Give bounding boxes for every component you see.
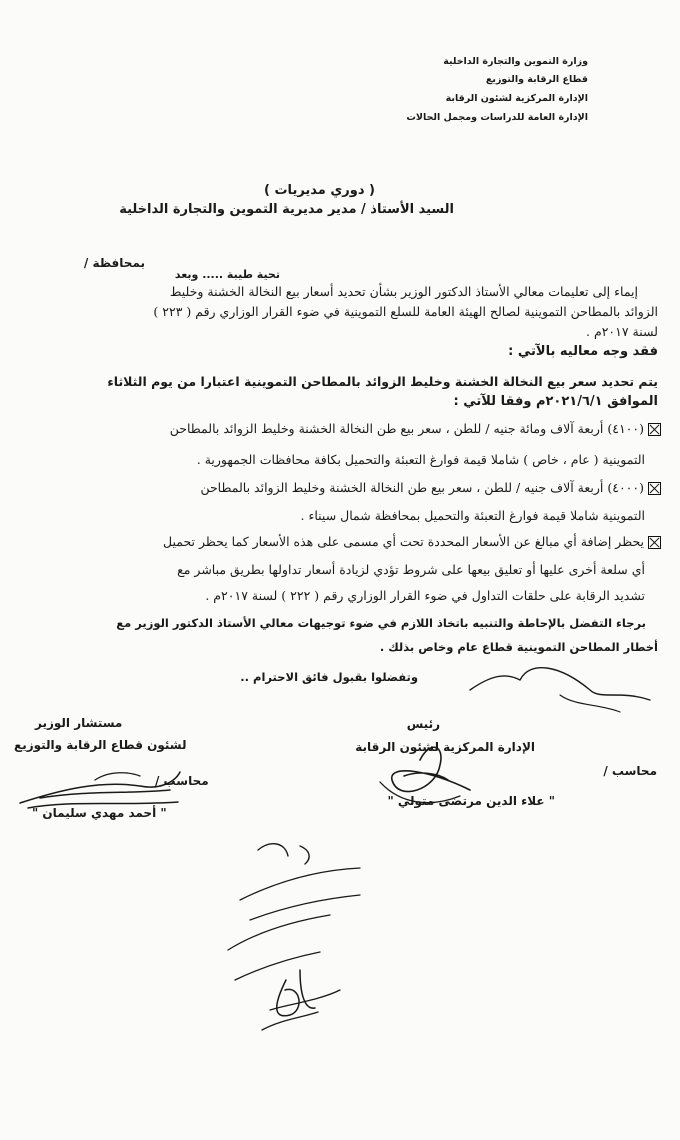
closing-line-1: برجاء التفضل بالإحاطة والتنبيه باتخاذ اللازم في ضوء توجيهات معالي الأستاذ الدكتور الوزير مع	[116, 616, 646, 630]
intro-line-1: إيماء إلى تعليمات معالي الأستاذ الدكتور الوزير بشأن تحديد أسعار بيع النخالة الخشنة وخليط	[169, 284, 638, 299]
left-sig-accountant: محاسب /	[155, 774, 209, 788]
handwritten-note	[258, 844, 309, 864]
right-sig-title-2: الإدارة المركزية لشئون الرقابة	[355, 740, 535, 754]
item-1-line-2: التموينية ( عام ، خاص ) شاملا قيمة فوارغ التعبئة والتحميل بكافة محافظات الجمهورية .	[196, 452, 645, 467]
intro-line-3: لسنة ٢٠١٧م .	[586, 324, 658, 339]
right-signature	[392, 747, 470, 791]
item-2-line-1: (٤٠٠٠) أربعة آلاف جنيه / للطن ، سعر بيع طن النخالة الخشنة وخليط الزوائد بالمطاحن	[200, 480, 661, 495]
item-3-line-2: أي سلعة أخرى عليها أو تعليق بيعها على شروط تؤدي لزيادة أسعار تداولها بطريق مباشر مع	[177, 562, 645, 577]
recipient-line-1: السيد الأستاذ / مدير مديرية التموين والتجارة الداخلية	[119, 202, 454, 217]
decided-heading: فقد وجه معاليه بالآتي :	[508, 344, 658, 359]
left-sig-title-2: لشئون قطاع الرقابة والتوزيع	[14, 738, 187, 752]
header-line-4: الإدارة العامة للدراسات ومجمل الحالات	[406, 112, 588, 123]
header-line-2: قطاع الرقابة والتوزيع	[485, 74, 588, 85]
left-sig-name: " أحمد مهدي سليمان "	[32, 806, 167, 820]
item-2-line-2: التموينية شاملا قيمة فوارغ التعبئة والتحميل بمحافظة شمال سيناء .	[300, 508, 645, 523]
intro-line-2: الزوائد بالمطاحن التموينية لصالح الهيئة العامة للسلع التموينية في ضوء القرار الوزاري رقم ( ٢٢٣ )	[153, 304, 658, 319]
item-1-line-1: (٤١٠٠) أربعة آلاف ومائة جنيه / للطن ، سعر بيع طن النخالة الخشنة وخليط الزوائد بالمطاحن	[170, 421, 661, 436]
closing-line-2: أخطار المطاحن التموينية قطاع عام وخاص بذلك .	[379, 640, 658, 654]
regards: وتفضلوا بقبول فائق الاحترام ..	[240, 670, 418, 684]
greeting: تحية طيبة ..... وبعد	[174, 268, 280, 281]
circular-type: ( دوري مديريات )	[264, 183, 375, 198]
item-3-line-1: يحظر إضافة أي مبالغ عن الأسعار المحددة تحت أي مسمى على هذه الأسعار كما يحظر تحميل	[163, 534, 661, 549]
right-sig-name: " علاء الدين مرتضى متولي "	[387, 794, 555, 808]
decision-line-1: يتم تحديد سعر بيع النخالة الخشنة وخليط الزوائد بالمطاحن التموينية اعتبارا من يوم الثلاثاء	[107, 374, 658, 389]
header-line-3: الإدارة المركزية لشئون الرقابة	[445, 93, 588, 104]
right-sig-accountant: محاسب /	[603, 764, 657, 778]
item-3-line-3: تشديد الرقابة على حلقات التداول في ضوء القرار الوزاري رقم ( ٢٢٢ ) لسنة ٢٠١٧م .	[205, 588, 645, 603]
left-sig-title-1: مستشار الوزير	[35, 716, 123, 730]
right-sig-title-1: رئيس	[406, 717, 440, 731]
header-line-1: وزارة التموين والتجارة الداخلية	[443, 56, 588, 67]
decision-line-2: الموافق ٢٠٢١/٦/١م وفقا للآتي :	[453, 394, 658, 409]
recipient-line-2: بمحافظة /	[83, 256, 145, 270]
